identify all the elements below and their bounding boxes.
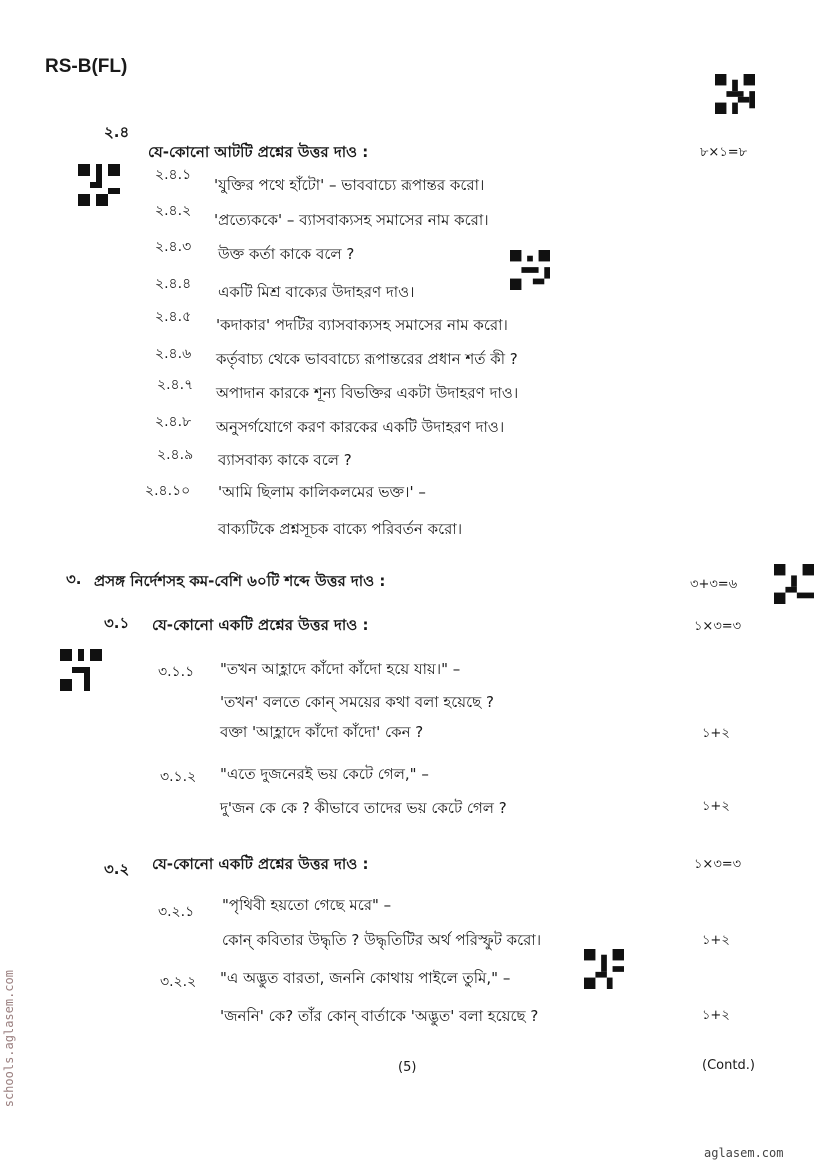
qr-code-icon	[60, 648, 102, 692]
question-quote: "এতে দুজনেরই ভয় কেটে গেল," –	[220, 765, 429, 783]
section-3-1-title: যে-কোনো একটি প্রশ্নের উত্তর দাও :	[152, 616, 369, 634]
section-2-4-title: যে-কোনো আটটি প্রশ্নের উত্তর দাও :	[148, 143, 369, 161]
question-quote: "তখন আহ্লাদে কাঁদো কাঁদো হয়ে যায়।" –	[220, 660, 461, 678]
section-2-4-marks: ৮×১=৮	[700, 145, 748, 160]
question-number: ২.৪.১	[155, 167, 192, 183]
footer-url: aglasem.com	[704, 1146, 784, 1160]
qr-code-icon	[715, 74, 755, 114]
side-watermark: schools.aglasem.com	[2, 970, 16, 1108]
question-text: ব্যাসবাক্য কাকে বলে ?	[218, 451, 352, 469]
page-number: (5)	[398, 1060, 417, 1075]
question-text: 'যুক্তির পথে হাঁটো' – ভাববাচ্যে রূপান্তর করো।	[214, 176, 485, 194]
question-text: উক্ত কর্তা কাকে বলে ?	[218, 245, 355, 263]
question-text: অনুসর্গযোগে করণ কারকের একটি উদাহরণ দাও।	[216, 418, 505, 436]
question-number: ৩.২.২	[160, 974, 197, 990]
question-quote: "পৃথিবী হয়তো গেছে মরে" –	[222, 896, 392, 914]
qr-code-icon	[774, 564, 814, 604]
paper-code: RS-B(FL)	[45, 56, 128, 77]
question-number: ৩.২.১	[158, 904, 195, 920]
question-text: কর্তৃবাচ্য থেকে ভাববাচ্যে রূপান্তরের প্রধান শর্ত কী ?	[216, 350, 518, 368]
question-number: ২.৪.৯	[157, 447, 194, 463]
question-text-line2: বাক্যটিকে প্রশ্নসূচক বাক্যে পরিবর্তন করো।	[218, 520, 463, 538]
question-quote: "এ অদ্ভুত বারতা, জননি কোথায় পাইলে তুমি," –	[220, 969, 511, 987]
qr-code-icon	[510, 248, 550, 292]
section-3-1-number: ৩.১	[104, 614, 130, 632]
question-number: ২.৪.৩	[155, 239, 192, 255]
question-number: ২.৪.২	[155, 203, 192, 219]
question-marks: ১+২	[702, 933, 730, 948]
question-marks: ১+২	[702, 799, 730, 814]
section-3-number: ৩.	[66, 570, 82, 588]
question-marks: ১+২	[702, 1008, 730, 1023]
section-3-2-title: যে-কোনো একটি প্রশ্নের উত্তর দাও :	[152, 855, 369, 873]
qr-code-icon	[584, 948, 624, 990]
question-marks: ১+২	[702, 726, 730, 741]
question-number: ৩.১.২	[160, 769, 197, 785]
question-number: ২.৪.১০	[145, 483, 191, 499]
question-text: 'জননি' কে? তাঁর কোন্ বার্তাকে 'অদ্ভুত' বলা হয়েছে ?	[220, 1007, 539, 1025]
question-number: ২.৪.৪	[155, 276, 192, 292]
question-text: 'তখন' বলতে কোন্ সময়ের কথা বলা হয়েছে ?	[220, 693, 494, 711]
section-2-4-number: ২.৪	[104, 123, 130, 141]
question-text: বক্তা 'আহ্লাদে কাঁদো কাঁদো' কেন ?	[220, 723, 424, 741]
question-text: কোন্ কবিতার উদ্ধৃতি ? উদ্ধৃতিটির অর্থ পরিস্ফুট করো।	[222, 931, 542, 949]
question-number: ২.৪.৫	[155, 309, 192, 325]
question-text: 'আমি ছিলাম কালিকলমের ভক্ত।' –	[218, 483, 426, 501]
section-3-marks: ৩+৩=৬	[690, 577, 738, 592]
question-number: ২.৪.৬	[155, 346, 192, 362]
qr-code-icon	[78, 162, 120, 208]
continued-label: (Contd.)	[702, 1058, 755, 1073]
section-3-2-marks: ১×৩=৩	[694, 857, 742, 872]
question-text: 'কদাকার' পদটির ব্যাসবাক্যসহ সমাসের নাম করো।	[216, 316, 508, 334]
section-3-2-number: ৩.২	[104, 860, 130, 878]
question-number: ৩.১.১	[158, 664, 195, 680]
section-3-1-marks: ১×৩=৩	[694, 619, 742, 634]
question-text: একটি মিশ্র বাক্যের উদাহরণ দাও।	[218, 283, 415, 301]
question-text: অপাদান কারকে শূন্য বিভক্তির একটা উদাহরণ দাও।	[216, 384, 519, 402]
question-number: ২.৪.৭	[157, 377, 194, 393]
question-text: 'প্রত্যেককে' – ব্যাসবাক্যসহ সমাসের নাম করো।	[214, 211, 489, 229]
question-number: ২.৪.৮	[155, 414, 192, 430]
section-3-title: প্রসঙ্গ নির্দেশসহ কম-বেশি ৬০টি শব্দে উত্তর দাও :	[94, 572, 386, 590]
question-text: দু'জন কে কে ? কীভাবে তাদের ভয় কেটে গেল ?	[220, 799, 507, 817]
